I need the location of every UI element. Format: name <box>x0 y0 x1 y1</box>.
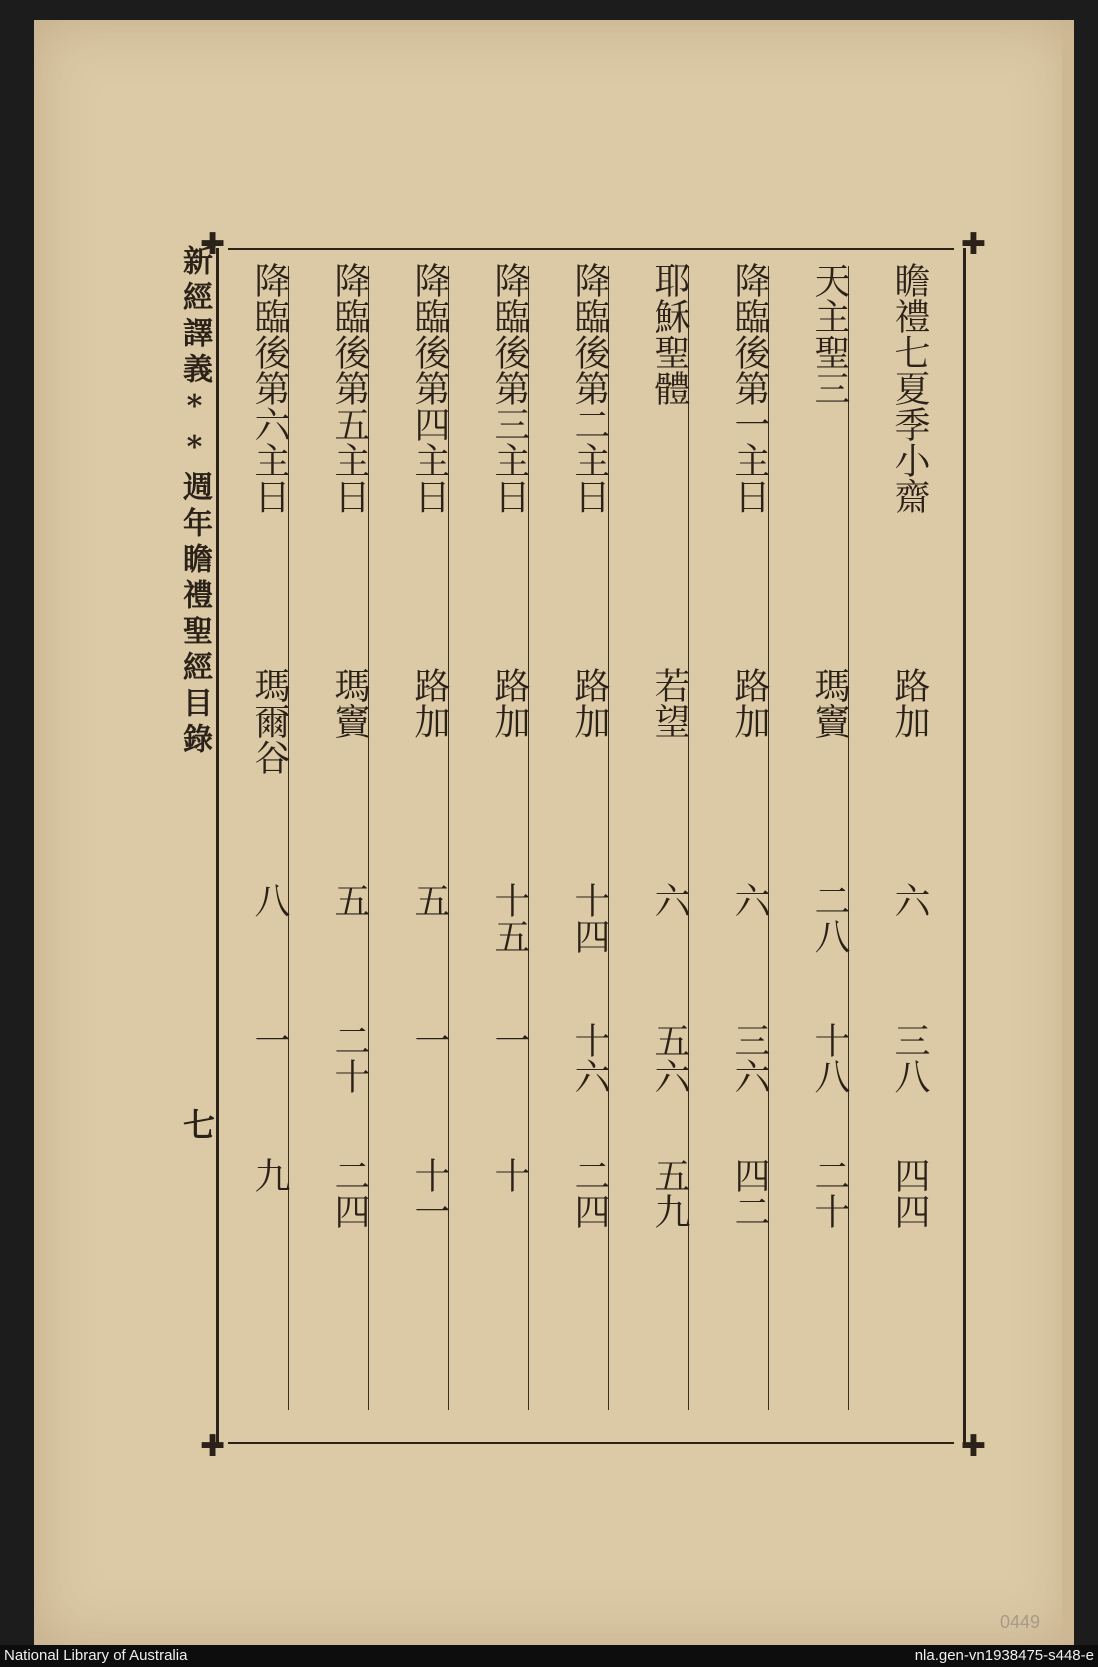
gospel-book: 瑪竇 <box>329 667 370 739</box>
table-row <box>396 262 456 1412</box>
footer-institution: National Library of Australia <box>4 1647 188 1664</box>
chapter: 五 <box>409 882 450 918</box>
ornament-bottom-left-icon: ✚ <box>200 1429 226 1464</box>
verse-end: 十 <box>489 1157 530 1193</box>
table-row <box>876 262 936 1412</box>
chapter: 六 <box>889 882 930 918</box>
chapter: 二八 <box>809 882 850 954</box>
page-number: 七 <box>178 1108 216 1140</box>
verse-end: 四四 <box>889 1157 930 1229</box>
table-row <box>236 262 296 1412</box>
frame-top-rule <box>228 248 954 250</box>
gospel-book: 若望 <box>649 667 690 739</box>
feast-name: 降臨後第六主日 <box>249 262 290 514</box>
gospel-book: 路加 <box>489 667 530 739</box>
verse-end: 二四 <box>569 1157 610 1229</box>
pencil-mark: 0449 <box>1000 1612 1041 1632</box>
feast-name: 降臨後第四主日 <box>409 262 450 514</box>
chapter: 六 <box>649 882 690 918</box>
feast-name: 天主聖三 <box>809 262 850 406</box>
verse-start: 三八 <box>889 1022 930 1094</box>
chapter: 十四 <box>569 882 610 954</box>
feast-name: 耶穌聖體 <box>649 262 690 406</box>
verse-end: 九 <box>249 1157 290 1193</box>
gospel-book: 瑪竇 <box>809 667 850 739</box>
ornament-bottom-right-icon: ✚ <box>960 1429 986 1464</box>
table-row <box>476 262 536 1412</box>
page-edge <box>1062 30 1074 1642</box>
chapter: 五 <box>329 882 370 918</box>
frame-right-rule <box>963 248 966 1444</box>
ornament-top-right-icon: ✚ <box>960 227 986 262</box>
verse-start: 二十 <box>329 1022 370 1094</box>
chapter: 六 <box>729 882 770 918</box>
gospel-book: 路加 <box>889 667 930 739</box>
running-title: 新經譯義**週年瞻禮聖經目錄 <box>177 245 212 759</box>
table-row <box>556 262 616 1412</box>
verse-end: 十一 <box>409 1157 450 1229</box>
feast-name: 降臨後第三主日 <box>489 262 530 514</box>
table-row <box>716 262 776 1412</box>
verse-end: 二十 <box>809 1157 850 1229</box>
feast-name: 降臨後第一主日 <box>729 262 770 514</box>
verse-start: 一 <box>249 1022 290 1058</box>
gospel-book: 路加 <box>409 667 450 739</box>
frame-bottom-rule <box>228 1442 954 1444</box>
verse-end: 二四 <box>329 1157 370 1229</box>
verse-start: 十八 <box>809 1022 850 1094</box>
feast-name: 降臨後第五主日 <box>329 262 370 514</box>
ornament-top-left-icon: ✚ <box>200 227 226 262</box>
frame-left-rule <box>216 248 219 1444</box>
chapter: 十五 <box>489 882 530 954</box>
verse-start: 一 <box>409 1022 450 1058</box>
table-frame <box>200 227 986 1464</box>
chapter: 八 <box>249 882 290 918</box>
table-row <box>636 262 696 1412</box>
gospel-book: 瑪爾谷 <box>249 667 290 775</box>
gospel-book: 路加 <box>729 667 770 739</box>
feast-name: 降臨後第二主日 <box>569 262 610 514</box>
table-row <box>316 262 376 1412</box>
verse-start: 三六 <box>729 1022 770 1094</box>
verse-start: 十六 <box>569 1022 610 1094</box>
verse-start: 五六 <box>649 1022 690 1094</box>
footer-identifier: nla.gen-vn1938475-s448-e <box>914 1647 1094 1664</box>
verse-end: 四二 <box>729 1157 770 1229</box>
gospel-book: 路加 <box>569 667 610 739</box>
footer-bar <box>0 1645 1098 1667</box>
feast-name: 瞻禮七夏季小齋 <box>889 262 930 514</box>
verse-start: 一 <box>489 1022 530 1058</box>
verse-end: 五九 <box>649 1157 690 1229</box>
table-row <box>796 262 856 1412</box>
